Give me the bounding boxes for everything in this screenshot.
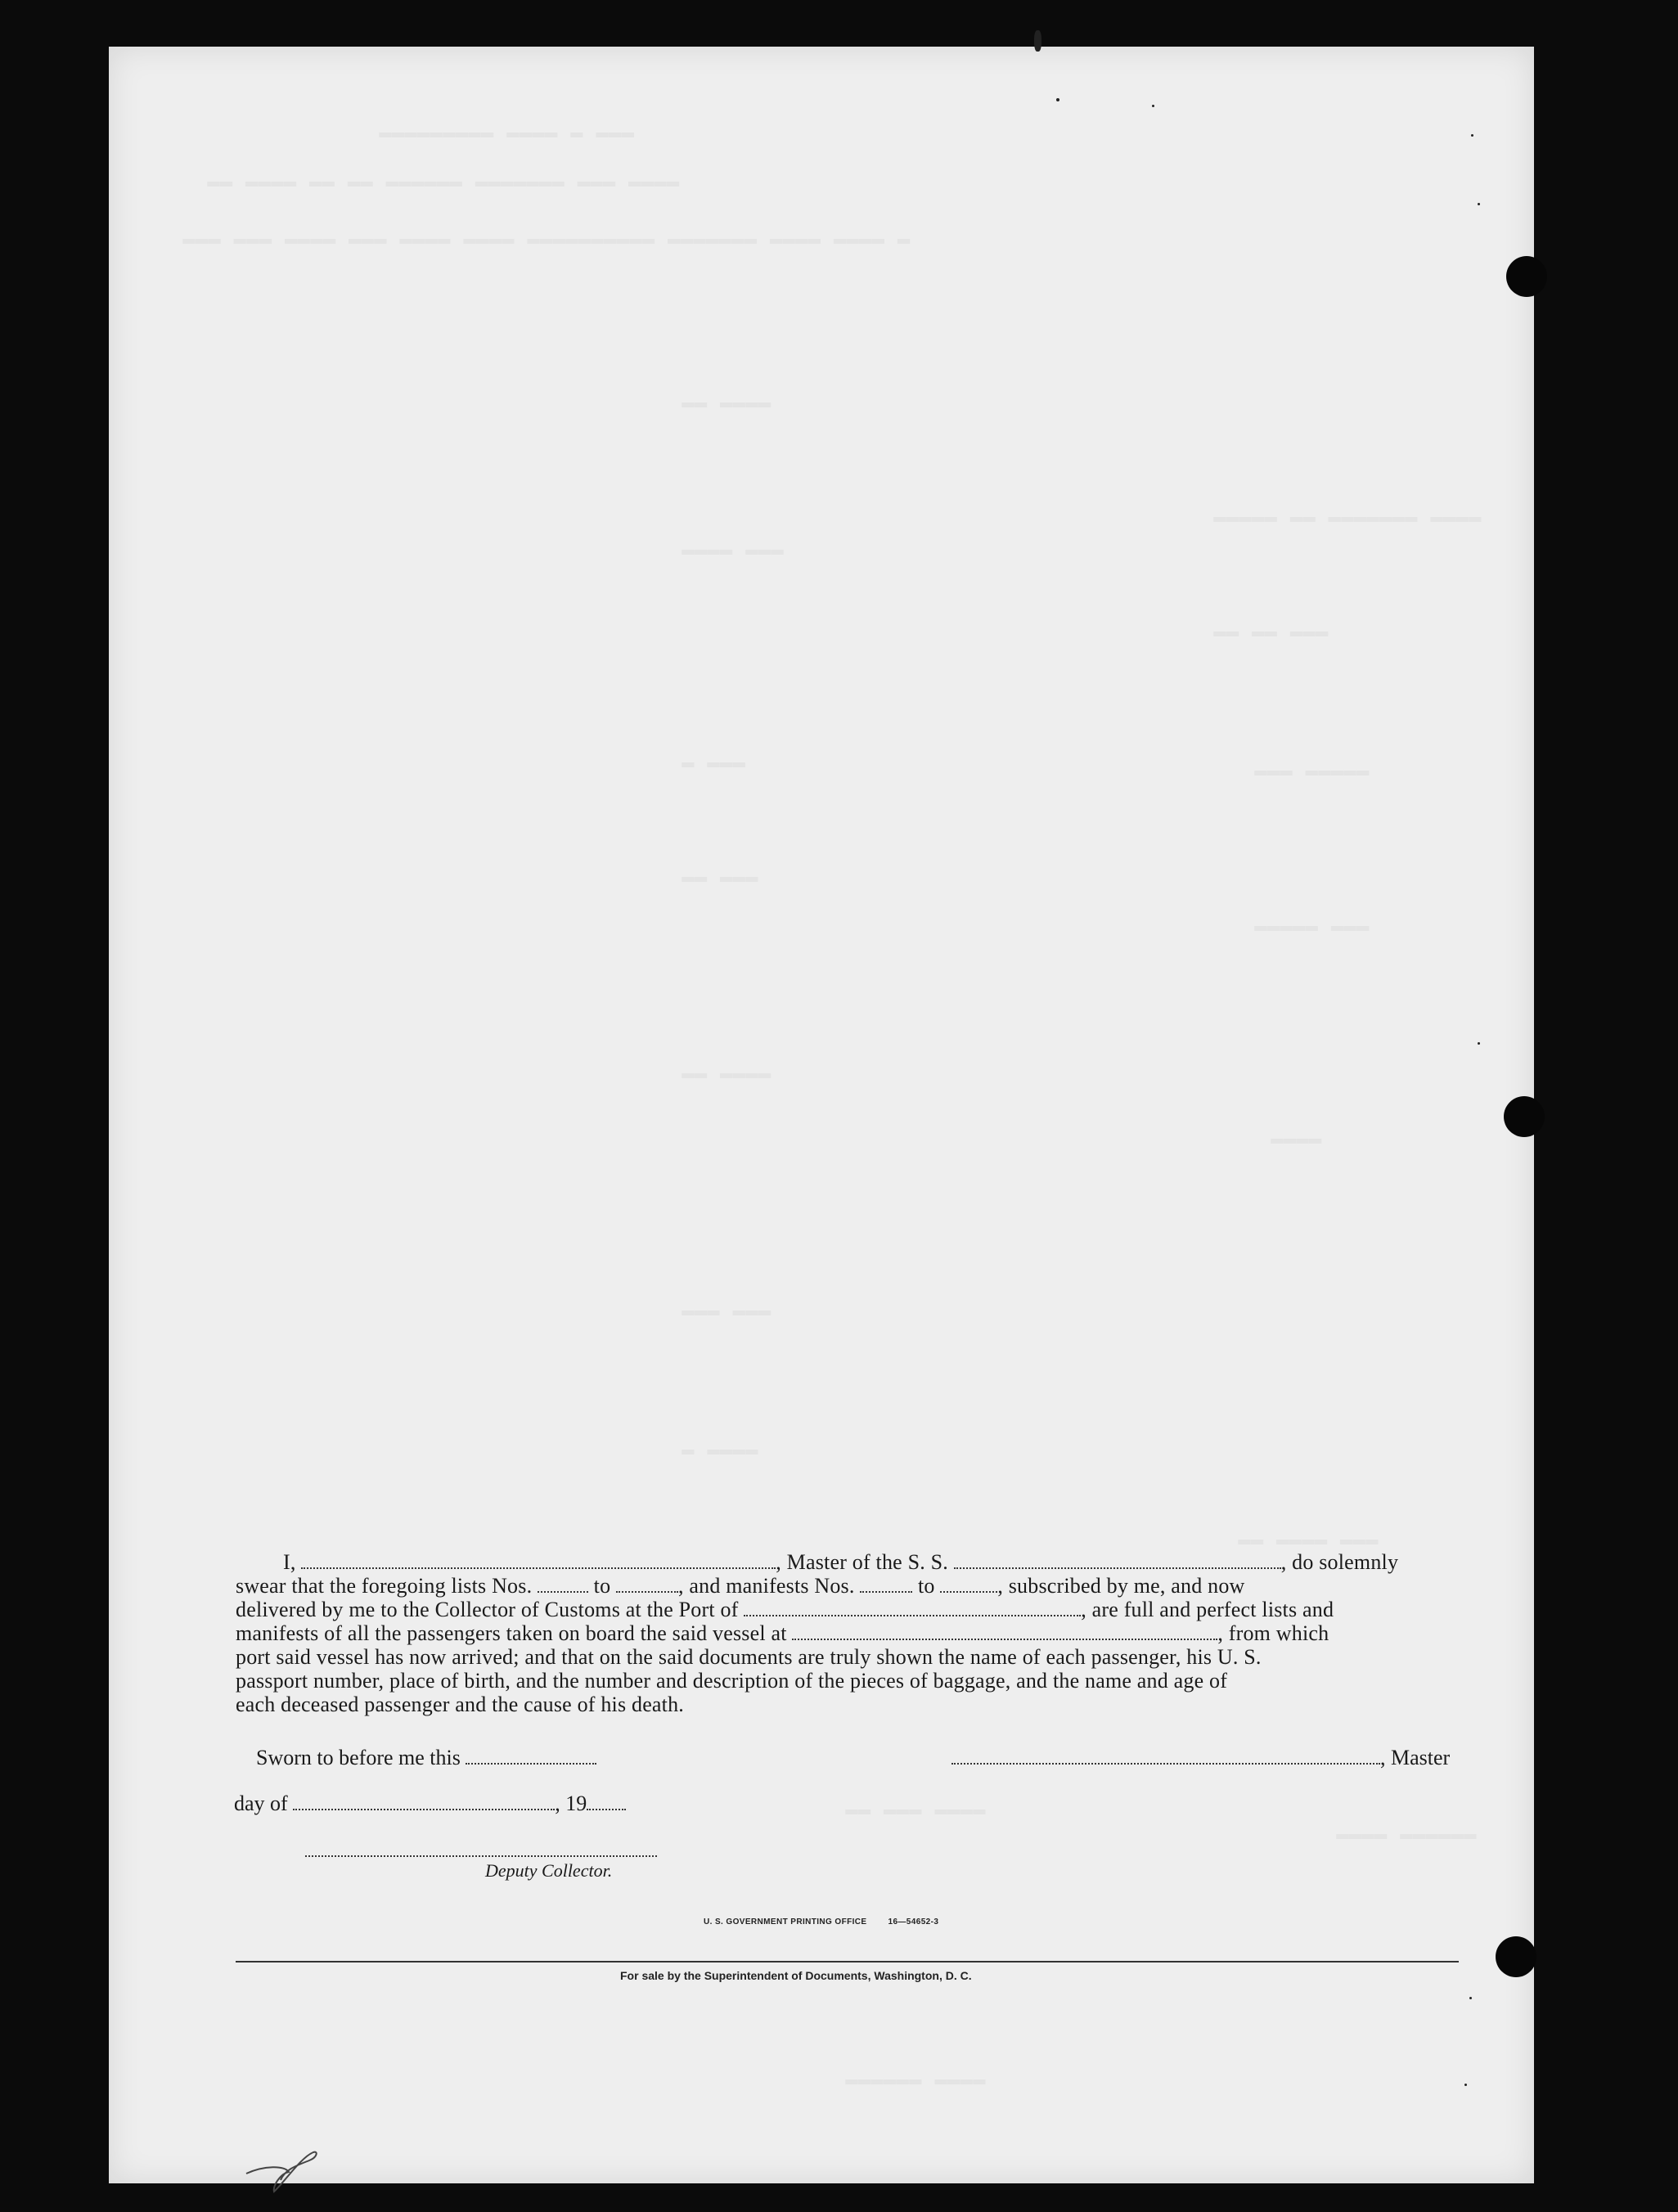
bleed-through-mark: ▬▬▬ ▬ ▬▬▬▬ ▬▬▬▬▬▬▬▬▬ (379, 120, 635, 145)
master-signature-field[interactable] (951, 1748, 1380, 1765)
ink-speck (1034, 30, 1041, 52)
sworn-label: Sworn to before me this (256, 1746, 461, 1769)
oath-text: , from which (1217, 1621, 1329, 1645)
oath-text: manifests of all the passengers taken on board the said vessel at (236, 1621, 787, 1645)
ink-speck (1464, 2084, 1467, 2086)
oath-text: , Master of the S. S. (776, 1550, 949, 1574)
oath-line-1 (236, 1550, 1459, 1574)
sale-notice: For sale by the Superintendent of Documents, Washington, D. C. (620, 1969, 972, 1982)
gpo-label: U. S. GOVERNMENT PRINTING OFFICE (704, 1918, 867, 1927)
day-line (234, 1792, 626, 1816)
oath-text: to (593, 1574, 611, 1598)
list-from-field[interactable] (538, 1576, 588, 1593)
printing-office-imprint (704, 1918, 938, 1927)
bleed-through-mark: ▬▬▬▬ ▬▬▬ ▬▬ (845, 1797, 986, 1822)
ink-speck (1056, 98, 1059, 101)
sworn-line (256, 1746, 596, 1770)
ink-speck (1471, 134, 1473, 137)
list-to-field[interactable] (616, 1576, 678, 1593)
form-code: 16—54652-3 (888, 1918, 939, 1927)
oath-text: , subscribed by me, and now (997, 1574, 1245, 1598)
oath-line-2 (236, 1574, 1459, 1598)
embark-port-field[interactable] (792, 1624, 1217, 1640)
oath-line-5: port said vessel has now arrived; and that on the said documents are truly shown the name of each passenger, his U. S. (236, 1645, 1262, 1669)
bleed-through-mark: ▬▬▬▬▬▬ ▬▬▬▬ (1336, 1822, 1477, 1846)
oath-line-6: passport number, place of birth, and the number and description of the pieces of baggage, and the name and age of (236, 1669, 1228, 1693)
bleed-through-mark: ▬▬▬▬ ▬▬▬ ▬▬▬▬▬▬▬ ▬▬▬▬▬▬ ▬▬ ▬▬ ▬▬▬▬ ▬▬ (207, 169, 680, 194)
bleed-through-mark: ▬▬▬ ▬▬▬ (682, 1298, 772, 1323)
ink-speck (1152, 105, 1154, 107)
bleed-through-mark: ▬▬▬ ▬▬ ▬▬ (1213, 619, 1329, 644)
oath-text: , are full and perfect lists and (1081, 1598, 1334, 1621)
handwritten-initial (240, 2141, 330, 2198)
oath-text: I, (283, 1550, 296, 1574)
bleed-through-mark: ▬▬▬▬ ▬ (682, 1437, 758, 1462)
deputy-signature-field[interactable] (305, 1855, 657, 1857)
oath-text: to (918, 1574, 935, 1598)
bleed-through-mark: ▬▬▬▬ ▬▬ (682, 390, 772, 415)
manifest-to-field[interactable] (940, 1576, 997, 1593)
bleed-through-mark: ▬▬▬▬ ▬▬ (682, 1061, 772, 1086)
bleed-through-mark: ▬▬▬ ▬ (682, 750, 746, 775)
bleed-through-mark: ▬▬▬ ▬▬▬▬ ▬▬ (1238, 1527, 1379, 1552)
vessel-name-field[interactable] (954, 1553, 1281, 1569)
bleed-through-mark: ▬▬▬▬ ▬▬▬▬▬▬ (845, 2067, 986, 2092)
ink-speck (1478, 203, 1480, 205)
document-page (109, 47, 1534, 2183)
day-of-label: day of (234, 1792, 288, 1815)
sworn-date-field[interactable] (466, 1748, 596, 1765)
bleed-through-mark: ▬▬▬ ▬▬ (682, 865, 758, 889)
oath-line-3 (236, 1598, 1459, 1621)
master-name-field[interactable] (301, 1553, 776, 1569)
oath-text: , and manifests Nos. (678, 1574, 855, 1598)
bleed-through-mark: ▬▬▬ ▬▬▬▬ (682, 537, 784, 562)
oath-line-7: each deceased passenger and the cause of his death. (236, 1693, 684, 1716)
day-field[interactable] (293, 1794, 555, 1810)
bleed-through-mark: ▬ ▬▬▬▬ ▬▬▬▬ ▬▬▬▬▬▬▬ ▬▬▬▬▬▬▬▬▬▬ ▬▬▬▬ ▬▬▬▬ ▬▬▬ ▬▬▬▬ ▬▬▬ ▬▬▬ (182, 227, 911, 251)
footer-rule (236, 1961, 1459, 1962)
ink-speck (1469, 1997, 1472, 1999)
bleed-through-mark: ▬▬▬ ▬▬▬▬▬ (1254, 914, 1370, 938)
deputy-collector-label: Deputy Collector. (485, 1860, 613, 1881)
oath-text: delivered by me to the Collector of Customs at the Port of (236, 1598, 739, 1621)
punch-hole (1496, 1936, 1536, 1977)
oath-text: swear that the foregoing lists Nos. (236, 1574, 533, 1598)
year-label: , 19 (555, 1792, 587, 1815)
ink-speck (1478, 1042, 1480, 1045)
oath-text: , do solemnly (1280, 1550, 1399, 1574)
punch-hole (1504, 1096, 1545, 1137)
punch-hole (1506, 256, 1547, 297)
bleed-through-mark: ▬▬▬▬▬ ▬▬▬ (1254, 758, 1370, 783)
year-field[interactable] (587, 1794, 626, 1810)
master-label: , Master (1380, 1746, 1451, 1769)
bleed-through-mark: ▬▬▬▬ (1271, 1126, 1322, 1151)
master-signature-line (951, 1746, 1450, 1770)
port-field[interactable] (744, 1600, 1081, 1616)
bleed-through-mark: ▬▬▬▬ ▬▬▬▬▬▬▬ ▬▬ ▬▬▬▬▬ (1213, 505, 1482, 529)
master-oath (236, 1550, 1459, 1716)
manifest-from-field[interactable] (860, 1576, 912, 1593)
oath-line-4 (236, 1621, 1459, 1645)
